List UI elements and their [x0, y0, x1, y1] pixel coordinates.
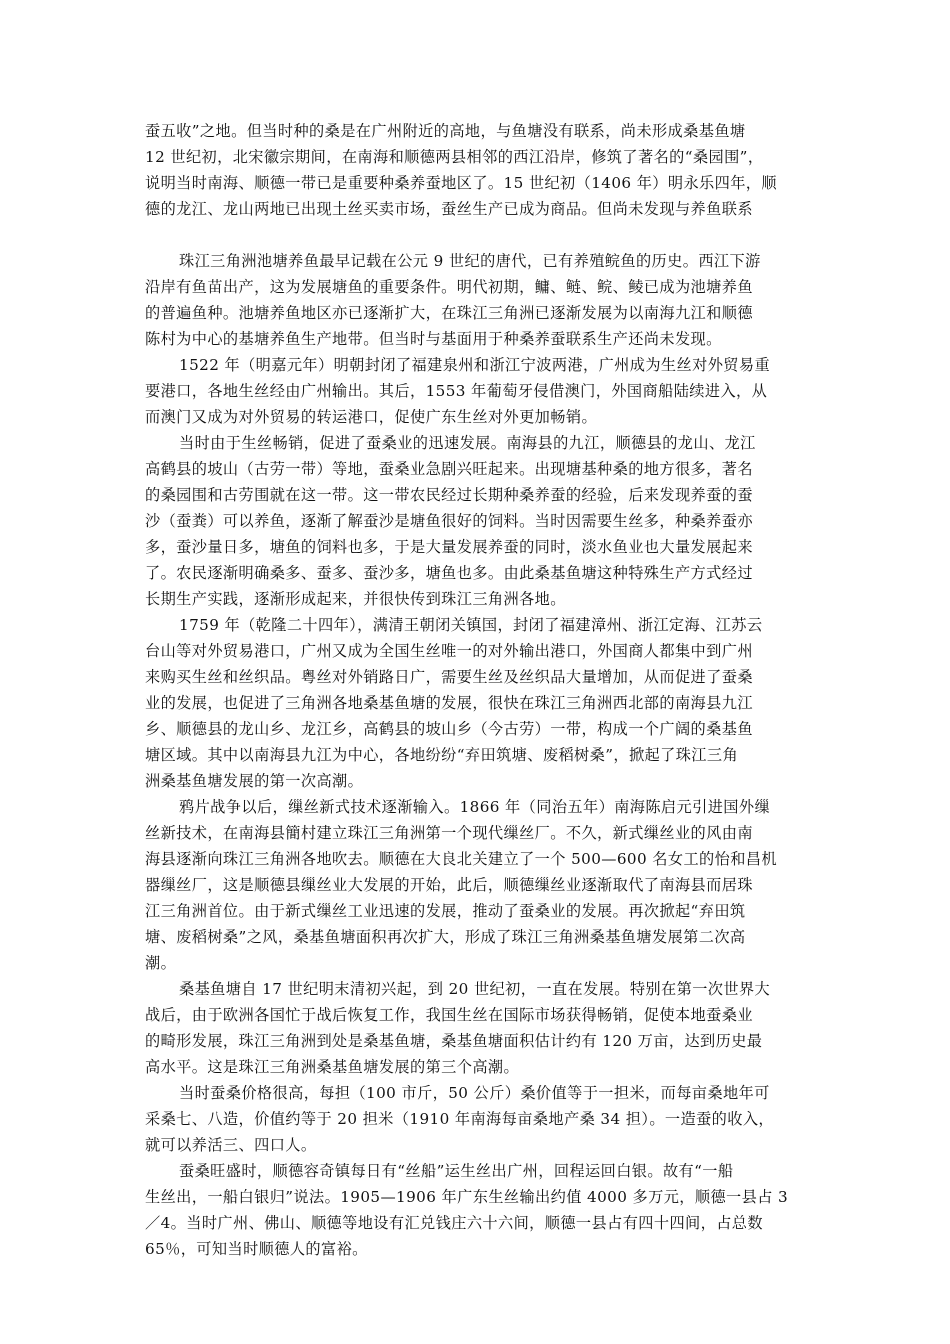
text-line: 洲桑基鱼塘发展的第一次高潮。: [145, 772, 364, 790]
text-line: 而澳门又成为对外贸易的转运港口，促使广东生丝对外更加畅销。: [145, 408, 598, 426]
text-line: 高水平。这是珠江三角洲桑基鱼塘发展的第三个高潮。: [145, 1058, 520, 1076]
text-line: 当时蚕桑价格很高，每担（100 市斤，50 公斤）桑价值等于一担米，而每亩桑地年可: [179, 1084, 770, 1102]
text-line: 丝新技术，在南海县簡村建立珠江三角洲第一个现代缫丝厂。不久，新式缫丝业的风由南: [145, 824, 753, 842]
text-line: 陈村为中心的基塘养鱼生产地带。但当时与基面用于种桑养蚕联系生产还尚未发现。: [145, 330, 722, 348]
text-line: 高鹤县的坡山（古劳一带）等地，蚕桑业急剧兴旺起来。出现塘基种桑的地方很多，著名: [145, 460, 753, 478]
text-line: 沙（蚕粪）可以养鱼，逐渐了解蚕沙是塘鱼很好的饲料。当时因需要生丝多，种桑养蚕亦: [145, 512, 753, 530]
text-line: 塘、废稻树桑”之风，桑基鱼塘面积再次扩大，形成了珠江三角洲桑基鱼塘发展第二次高: [145, 928, 746, 946]
text-line: 的普遍鱼种。池塘养鱼地区亦已逐渐扩大，在珠江三角洲已逐渐发展为以南海九江和顺德: [145, 304, 753, 322]
text-line: 鸦片战争以后，缫丝新式技术逐渐输入。1866 年（同治五年）南海陈启元引进国外缫: [179, 798, 771, 816]
text-line: 蚕桑旺盛时，顺德容奇镇每日有“丝船”运生丝出广州，回程运回白银。故有“一船: [179, 1162, 734, 1180]
text-line: 多，蚕沙量日多，塘鱼的饲料也多，于是大量发展养蚕的同时，淡水鱼业也大量发展起来: [145, 538, 753, 556]
text-line: 说明当时南海、顺德一带已是重要种桑养蚕地区了。15 世纪初（1406 年）明永乐四年，顺: [145, 174, 777, 192]
text-line: 就可以养活三、四口人。: [145, 1136, 317, 1154]
text-line: 1522 年（明嘉元年）明朝封闭了福建泉州和浙江宁波两港，广州成为生丝对外贸易重: [179, 356, 771, 374]
text-line: 德的龙江、龙山两地已出现土丝买卖市场，蚕丝生产已成为商品。但尚未发现与养鱼联系: [145, 200, 753, 218]
text-line: 潮。: [145, 954, 177, 972]
text-line: 桑基鱼塘自 17 世纪明末清初兴起，到 20 世纪初，一直在发展。特别在第一次世界大: [179, 980, 771, 998]
text-line: 海县逐渐向珠江三角洲各地吹去。顺德在大良北关建立了一个 500—600 名女工的怡和昌机: [145, 850, 777, 868]
text-line: 了。农民逐渐明确桑多、蚕多、蚕沙多，塘鱼也多。由此桑基鱼塘这种特殊生产方式经过: [145, 564, 753, 582]
text-line: 乡、顺德县的龙山乡、龙江乡，高鹤县的坡山乡（今古劳）一带，构成一个广阔的桑基鱼: [145, 720, 753, 738]
text-line: 江三角洲首位。由于新式缫丝工业迅速的发展，推动了蚕桑业的发展。再次掀起“弃田筑: [145, 902, 746, 920]
text-line: 的桑园围和古劳围就在这一带。这一带农民经过长期种桑养蚕的经验，后来发现养蚕的蚕: [145, 486, 753, 504]
text-line: 生丝出，一船白银归”说法。1905—1906 年广东生丝输出约值 4000 多万元，顺德一县占 3: [145, 1188, 789, 1206]
text-line: 长期生产实践，逐渐形成起来，并很快传到珠江三角洲各地。: [145, 590, 566, 608]
text-line: 1759 年（乾隆二十四年），满清王朝闭关镇国，封闭了福建漳州、浙江定海、江苏云: [179, 616, 763, 634]
text-line: 的畸形发展，珠江三角洲到处是桑基鱼塘，桑基鱼塘面积估计约有 120 万亩，达到历史最: [145, 1032, 763, 1050]
text-line: 来购买生丝和丝织品。粤丝对外销路日广，需要生丝及丝织品大量增加，从而促进了蚕桑: [145, 668, 753, 686]
text-line: 台山等对外贸易港口，广州又成为全国生丝唯一的对外输出港口，外国商人都集中到广州: [145, 642, 753, 660]
text-line: 采桑七、八造，价值约等于 20 担米（1910 年南海每亩桑地产桑 34 担）。一造蚕的收入，: [145, 1110, 775, 1128]
text-line: 当时由于生丝畅销，促进了蚕桑业的迅速发展。南海县的九江，顺德县的龙山、龙江: [179, 434, 756, 452]
text-line: 要港口，各地生丝经由广州输出。其后，1553 年葡萄牙侵借澳门，外国商船陆续进入，从: [145, 382, 768, 400]
text-line: ／4。当时广州、佛山、顺德等地设有汇兑钱庄六十六间，顺德一县占有四十四间，占总数: [145, 1214, 763, 1232]
text-line: 65％，可知当时顺德人的富裕。: [145, 1240, 368, 1258]
text-line: 珠江三角洲池塘养鱼最早记载在公元 9 世纪的唐代，已有养殖鲩鱼的历史。西江下游: [179, 252, 761, 270]
text-line: 沿岸有鱼苗出产，这为发展塘鱼的重要条件。明代初期，鳙、鲢、鲩、鲮已成为池塘养鱼: [145, 278, 753, 296]
text-line: 业的发展，也促进了三角洲各地桑基鱼塘的发展，很快在珠江三角洲西北部的南海县九江: [145, 694, 753, 712]
text-line: 12 世纪初，北宋徽宗期间，在南海和顺德两县相邻的西江沿岸，修筑了著名的“桑园围”，: [145, 148, 764, 166]
text-line: 战后，由于欧洲各国忙于战后恢复工作，我国生丝在国际市场获得畅销，促使本地蚕桑业: [145, 1006, 753, 1024]
text-line: 器缫丝厂，这是顺德县缫丝业大发展的开始，此后，顺德缫丝业逐渐取代了南海县而居珠: [145, 876, 753, 894]
text-line: 塘区域。其中以南海县九江为中心，各地纷纷“弃田筑塘、废稻树桑”，掀起了珠江三角: [145, 746, 739, 764]
text-line: 蚕五收”之地。但当时种的桑是在广州附近的高地，与鱼塘没有联系，尚未形成桑基鱼塘: [145, 122, 746, 140]
